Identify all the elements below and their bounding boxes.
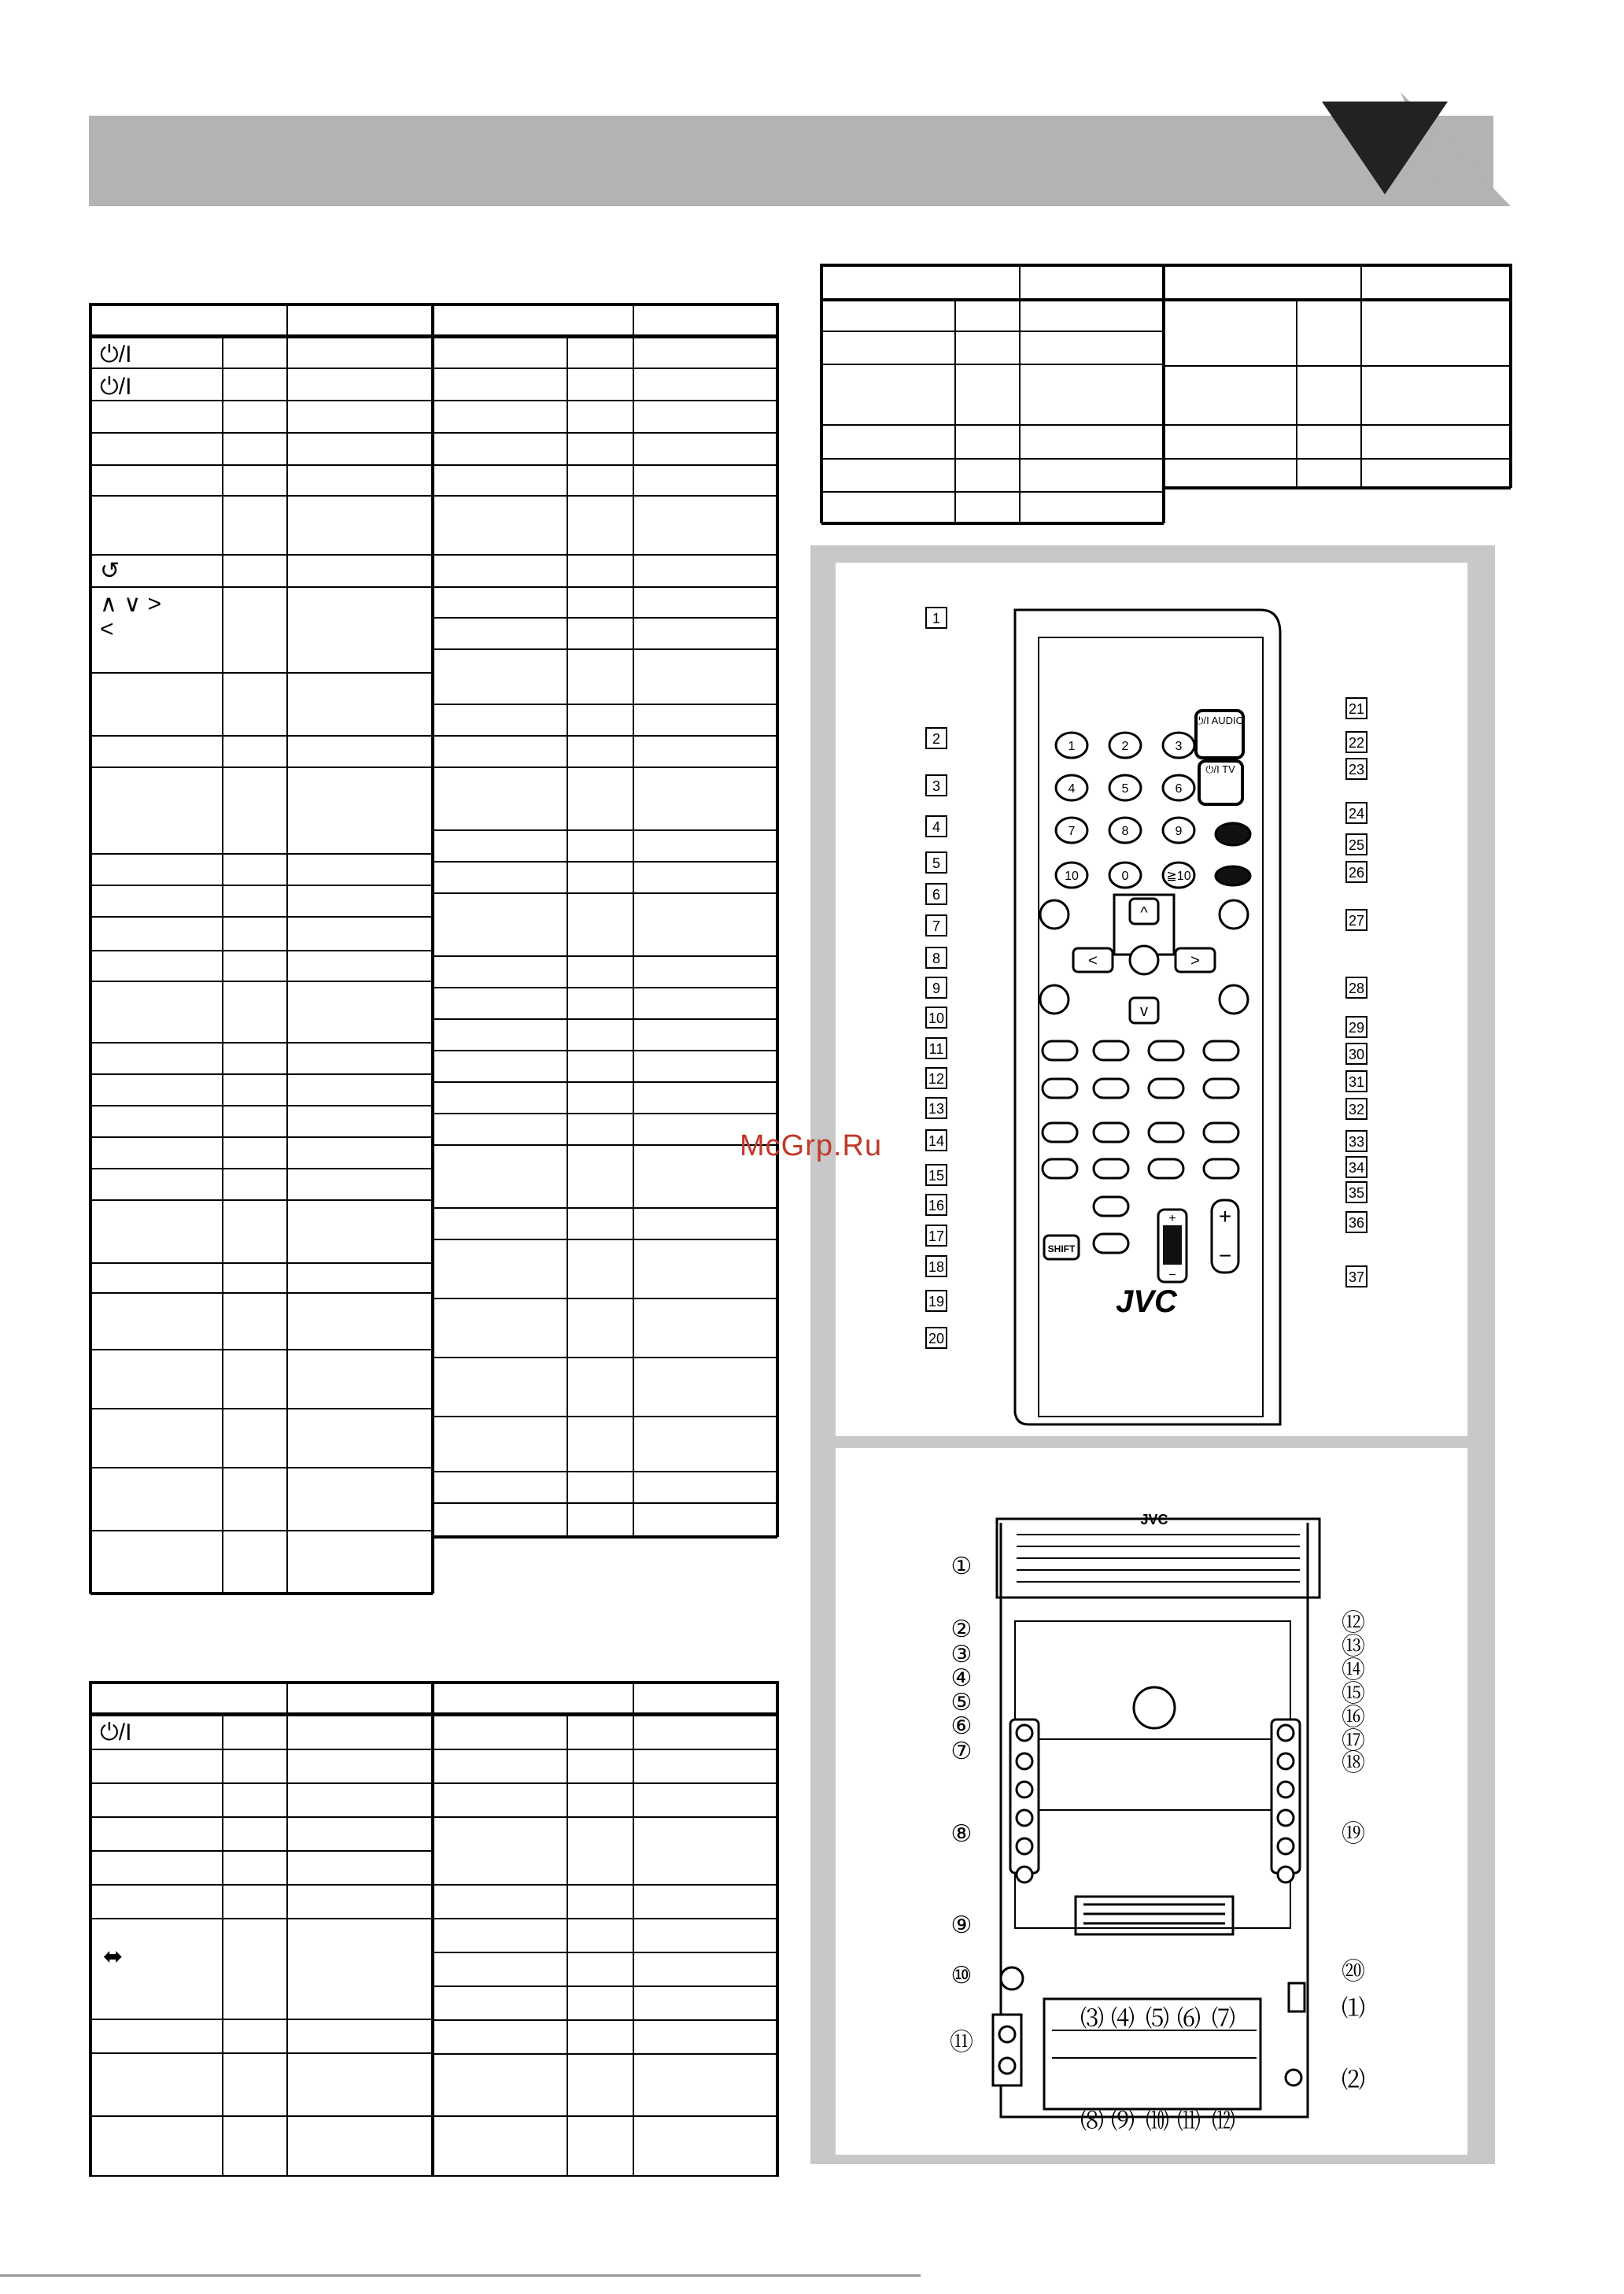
unit-callout: ⑿: [1212, 2108, 1235, 2134]
unit-callout: ⑭: [1342, 1657, 1365, 1683]
usb-port[interactable]: [1289, 1983, 1305, 2011]
remote-callout-number: 3: [932, 778, 941, 794]
unit-callout: ⑻: [1080, 2108, 1104, 2134]
right-side-button[interactable]: [1278, 1867, 1294, 1882]
number-key-label: 2: [1121, 740, 1129, 753]
remote-callout-number: 6: [932, 887, 941, 903]
remote-callout-number: 18: [928, 1259, 945, 1275]
unit-callout: ④: [950, 1665, 973, 1691]
volume-knob[interactable]: [1134, 1687, 1175, 1728]
remote-pill-20[interactable]: [1094, 1234, 1128, 1253]
audio-power-label: ⏻/I AUDIO: [1195, 715, 1244, 726]
remote-callout-number: 33: [1348, 1134, 1365, 1150]
svg-text:>: >: [1190, 952, 1200, 970]
number-key-label: 0: [1121, 870, 1129, 883]
corner-tab-icon: [1306, 92, 1511, 210]
remote-callout-number: 23: [1348, 762, 1365, 778]
remote-pill-3-0[interactable]: [1043, 1159, 1077, 1178]
remote-callout-number: 21: [1348, 701, 1365, 717]
remote-callout-number: 36: [1348, 1215, 1365, 1231]
right-side-button[interactable]: [1278, 1838, 1294, 1854]
right-side-button[interactable]: [1278, 1725, 1294, 1741]
unit-callout: ⑳: [1342, 1959, 1365, 1985]
svg-text:<: <: [1088, 952, 1098, 970]
remote-pill-0-0[interactable]: [1043, 1041, 1077, 1060]
left-side-button[interactable]: [1017, 1838, 1032, 1854]
unit-callout: ⑦: [950, 1738, 973, 1764]
shift-label: SHIFT: [1047, 1243, 1076, 1254]
remote-pill-2-1[interactable]: [1094, 1123, 1128, 1142]
unit-front-diagram: [836, 1448, 1467, 2155]
remote-pill-3-1[interactable]: [1094, 1159, 1128, 1178]
unit-callout: ⑵: [1342, 2067, 1365, 2093]
svg-text:+: +: [1218, 1204, 1232, 1228]
remote-control-diagram: [836, 563, 1467, 1436]
unit-callout: ⑸: [1146, 2006, 1169, 2032]
remote-callout-number: 13: [928, 1101, 945, 1117]
unit-callout: ⑫: [1342, 1610, 1365, 1636]
unit-callout: ⑷: [1111, 2006, 1135, 2032]
unit-callout: ②: [950, 1616, 973, 1642]
left-side-button[interactable]: [1017, 1782, 1032, 1797]
unit-brand-logo: JVC: [1140, 1512, 1168, 1527]
remote-callout-number: 35: [1348, 1185, 1365, 1201]
remote-callout-number: 27: [1348, 913, 1365, 929]
remote-pill-1-2[interactable]: [1149, 1079, 1183, 1098]
unit-callout: ⑤: [950, 1690, 973, 1716]
remote-pill-0-2[interactable]: [1149, 1041, 1183, 1060]
remote-pill-3-2[interactable]: [1149, 1159, 1183, 1178]
remote-pill-3-3[interactable]: [1204, 1159, 1238, 1178]
unit-callout: ⑾: [1177, 2108, 1201, 2134]
remote-callout-number: 8: [932, 951, 941, 966]
number-key-label: 3: [1175, 740, 1183, 753]
remote-button-24[interactable]: [1216, 823, 1250, 845]
unit-callout: ③: [950, 1642, 973, 1668]
unit-callout: ⑺: [1212, 2006, 1235, 2032]
power-symbol-a: ⏻/I: [100, 342, 132, 368]
remote-button-27[interactable]: [1220, 900, 1248, 929]
number-key-label: 7: [1068, 825, 1076, 838]
remote-callout-number: 29: [1348, 1020, 1365, 1036]
remote-callout-number: 19: [928, 1294, 945, 1310]
function-table-unit: [89, 1681, 779, 2177]
remote-button-28[interactable]: [1220, 985, 1248, 1014]
remote-callout-number: 34: [1348, 1160, 1365, 1176]
remote-callout-number: 12: [928, 1071, 945, 1087]
remote-pill-2-3[interactable]: [1204, 1123, 1238, 1142]
unit-callout: ⑥: [950, 1713, 973, 1739]
unit-callout: ⑧: [950, 1821, 973, 1847]
function-table-remote: [89, 303, 779, 1641]
left-side-button[interactable]: [1017, 1725, 1032, 1741]
unit-callout: ⑪: [950, 2030, 973, 2056]
number-key-label: 6: [1175, 782, 1183, 796]
remote-callout-number: 4: [932, 819, 941, 835]
cursor-symbols-bottom: <: [100, 616, 114, 642]
remote-callout-number: 30: [1348, 1047, 1365, 1062]
watermark: McGrp.Ru: [740, 1129, 883, 1162]
remote-brand-logo: JVC: [1116, 1284, 1177, 1319]
remote-pill-2-2[interactable]: [1149, 1123, 1183, 1142]
return-symbol: ↺: [100, 558, 120, 584]
remote-button-7[interactable]: [1040, 900, 1069, 929]
number-key-label: 1: [1068, 740, 1076, 753]
unit-callout: ⑨: [950, 1912, 973, 1938]
left-side-button[interactable]: [1017, 1753, 1032, 1769]
remote-callout-number: 11: [928, 1041, 944, 1057]
remote-callout-number: 2: [932, 731, 941, 747]
svg-text:−: −: [1218, 1243, 1232, 1268]
remote-callout-number: 15: [928, 1168, 945, 1184]
right-side-button[interactable]: [1278, 1753, 1294, 1769]
remote-callout-number: 25: [1348, 837, 1365, 853]
tv-power-label: ⏻/I TV: [1205, 763, 1235, 775]
phones-jack[interactable]: [1001, 1967, 1023, 1989]
svg-text:+: +: [1168, 1212, 1176, 1225]
unit-callout: ⑬: [1342, 1634, 1365, 1660]
unit-callout: ⑱: [1342, 1750, 1365, 1776]
number-key-label: 4: [1068, 782, 1076, 796]
remote-pill-1-1[interactable]: [1094, 1079, 1128, 1098]
remote-callout-number: 14: [928, 1133, 945, 1149]
remote-callout-number: 31: [1348, 1074, 1365, 1090]
function-table-small: [820, 264, 1512, 531]
number-key-label: 10: [1065, 870, 1079, 883]
unit-callout: ⑰: [1342, 1728, 1365, 1754]
unit-callout: ⑲: [1342, 1821, 1365, 1847]
remote-callout-number: 26: [1348, 865, 1365, 881]
remote-pill-0-1[interactable]: [1094, 1041, 1128, 1060]
unit-callout: ①: [950, 1553, 973, 1579]
remote-button-26[interactable]: [1216, 866, 1250, 885]
remote-callout-number: 22: [1348, 735, 1365, 751]
remote-pill-1-0[interactable]: [1043, 1079, 1077, 1098]
left-side-button[interactable]: [1017, 1867, 1032, 1882]
aux-jack[interactable]: [1286, 2070, 1301, 2085]
unit-callout: ⑴: [1342, 1996, 1365, 2022]
enter-button[interactable]: [1130, 946, 1158, 974]
power-symbol: ⏻/I: [100, 1720, 132, 1745]
remote-callout-number: 5: [932, 855, 941, 871]
section-banner: [89, 116, 1493, 206]
left-side-button[interactable]: [1017, 1810, 1032, 1826]
number-key-label: 5: [1121, 782, 1129, 796]
footer-rule: [0, 2274, 921, 2277]
power-symbol-b: ⏻/I: [100, 374, 132, 400]
right-side-button[interactable]: [1278, 1782, 1294, 1797]
remote-button-9[interactable]: [1040, 985, 1069, 1014]
remote-callout-number: 7: [932, 918, 941, 934]
remote-callout-number: 16: [928, 1198, 945, 1213]
remote-callout-number: 37: [1348, 1269, 1365, 1285]
remote-callout-number: 17: [928, 1228, 945, 1244]
svg-text:^: ^: [1140, 904, 1148, 922]
remote-callout-number: 32: [1348, 1102, 1365, 1117]
number-key-label: 9: [1175, 825, 1183, 838]
unit-callout: ⑼: [1111, 2108, 1135, 2134]
remote-pill-1-3[interactable]: [1204, 1079, 1238, 1098]
unit-callout: ⑹: [1177, 2006, 1201, 2032]
unit-callout: ⑯: [1342, 1705, 1365, 1731]
unit-callout: ⑶: [1080, 2006, 1104, 2032]
remote-callout-number: 20: [928, 1331, 945, 1346]
cursor-symbols-top: ∧ ∨ >: [100, 591, 162, 617]
remote-pill-17[interactable]: [1094, 1197, 1128, 1216]
number-key-label: ≧10: [1166, 870, 1191, 883]
remote-callout-number: 9: [932, 981, 941, 996]
unit-callout: ⑽: [1146, 2108, 1169, 2134]
remote-pill-0-3[interactable]: [1204, 1041, 1238, 1060]
remote-callout-number: 24: [1348, 806, 1365, 822]
usb-icon: ⬌: [103, 1944, 124, 1970]
svg-text:−: −: [1168, 1269, 1176, 1282]
remote-callout-number: 28: [1348, 981, 1365, 996]
remote-pill-2-0[interactable]: [1043, 1123, 1077, 1142]
unit-callout: ⑩: [950, 1963, 973, 1989]
right-side-button[interactable]: [1278, 1810, 1294, 1826]
remote-callout-number: 10: [928, 1010, 945, 1026]
svg-text:v: v: [1140, 1003, 1148, 1020]
remote-callout-number: 1: [932, 611, 941, 626]
unit-callout: ⑮: [1342, 1681, 1365, 1707]
number-key-label: 8: [1121, 825, 1129, 838]
